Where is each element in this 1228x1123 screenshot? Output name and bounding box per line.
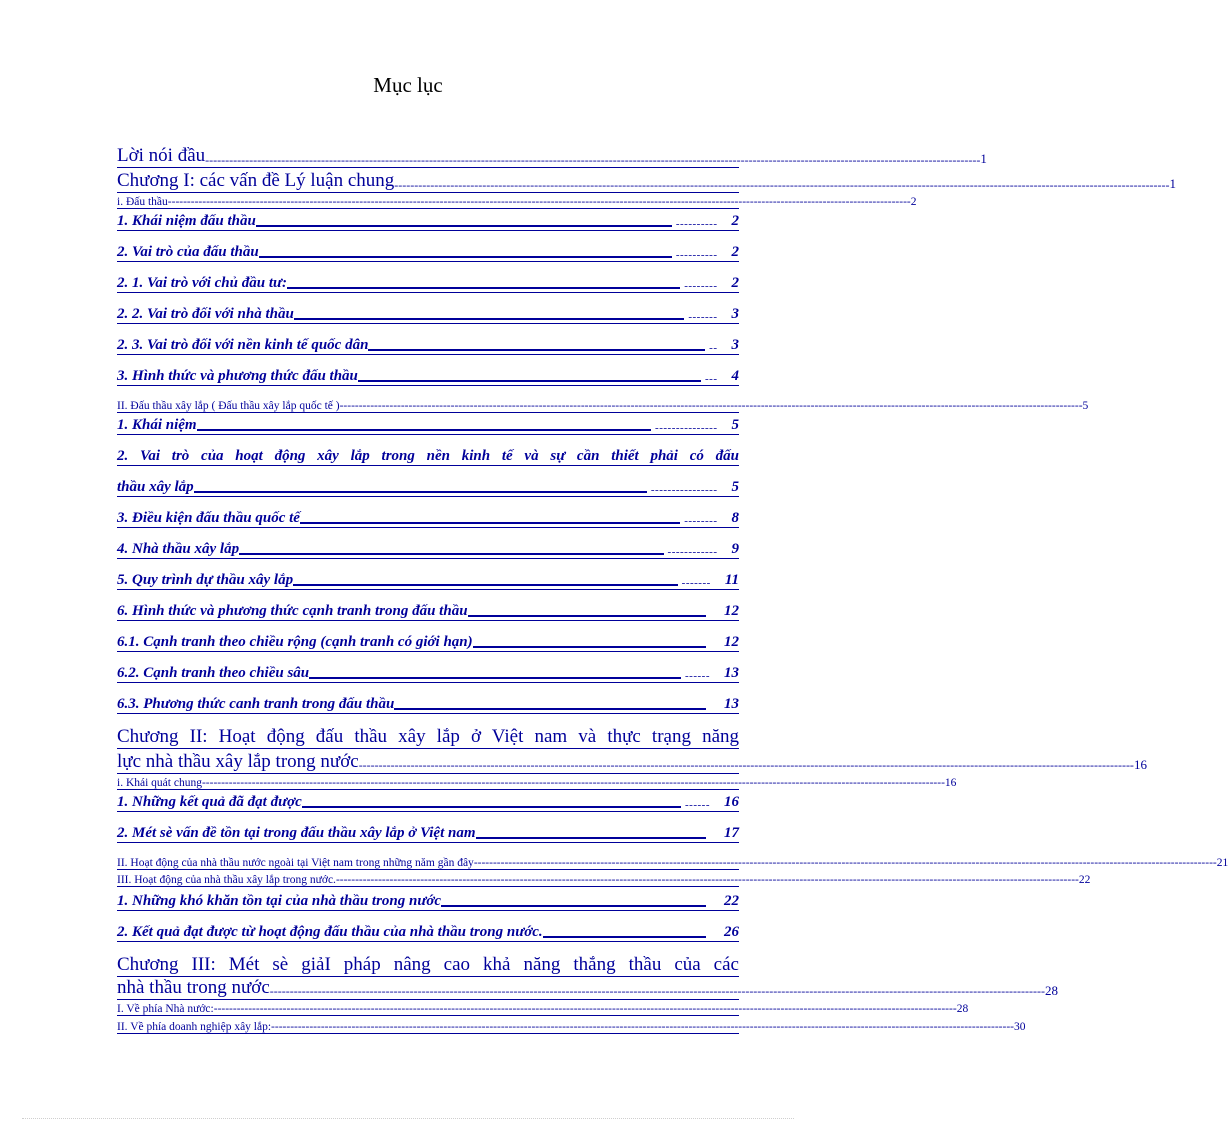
toc-entry-label: 6.3. Phương thức canh tranh trong đấu thầu — [117, 696, 395, 712]
toc-entry[interactable] — [117, 305, 739, 324]
toc-entry[interactable] — [117, 633, 739, 652]
toc-page-number: 3 — [731, 337, 739, 353]
toc-entry[interactable] — [117, 274, 739, 293]
toc-leader: -------------------------------------------------------------------------------------------------------------------------------------------------------------------------------------------------- — [339, 400, 1083, 412]
toc-entry-label: II. Hoạt động của nhà thầu nước ngoài tại Việt nam trong những năm gần đây — [117, 857, 474, 869]
toc-leader — [394, 708, 706, 710]
toc-page-number: 1 — [1169, 176, 1177, 191]
toc-leader-dashes: --------------- — [655, 422, 718, 434]
toc-entry[interactable] — [117, 872, 1091, 887]
toc-page-number: 2 — [910, 196, 917, 208]
toc-leader — [259, 256, 672, 258]
toc-page-number: 30 — [1014, 1021, 1026, 1033]
toc-entry[interactable] — [117, 336, 739, 355]
toc-page-number: 28 — [956, 1003, 969, 1015]
toc-leader: -------------------------------------------------------------------------------------------------------------------------------------------------------------------------------------------------- — [271, 1021, 1014, 1033]
toc-leader-dashes: ------- — [688, 311, 718, 323]
toc-leader: -------------------------------------------------------------------------------------------------------------------------------------------------------------------------------------------------- — [201, 777, 945, 789]
toc-leader — [197, 429, 651, 431]
toc-leader-dashes: ---------------- — [650, 484, 718, 496]
toc-page-number: 13 — [724, 696, 739, 712]
toc-page-number: 5 — [1082, 400, 1089, 412]
toc-page-number: 22 — [724, 893, 739, 909]
toc-entry-label: I. Về phía Nhà nước: — [117, 1003, 214, 1015]
toc-entry-label: 6.2. Cạnh tranh theo chiều sâu — [117, 665, 310, 681]
toc-entry-label: 5. Quy trình dự thầu xây lắp — [117, 572, 294, 588]
toc-leader — [302, 806, 681, 808]
toc-entry[interactable] — [117, 243, 739, 262]
toc-entry[interactable] — [117, 751, 1147, 774]
toc-entry-label: 2. Mét sè vấn đề tồn tại trong đấu thầu xây lắp ở Việt nam — [117, 825, 476, 841]
toc-entry[interactable] — [117, 1019, 1026, 1034]
toc-leader-dashes: ---------- — [675, 218, 718, 230]
toc-leader: -------------------------------------------------------------------------------------------------------------------------------------------------------------------------------------------------- — [167, 196, 911, 208]
toc-leader-dashes: ------ — [685, 670, 710, 682]
toc-leader: -------------------------------------------------------------------------------------------------------------------------------------------------------------------------------------------------- — [394, 178, 1170, 192]
toc-page-number: 2 — [731, 213, 739, 229]
toc-entry[interactable] — [117, 170, 1177, 193]
toc-leader-dashes: ---------- — [675, 249, 718, 261]
toc-page-number: 16 — [944, 777, 957, 789]
toc-leader-dashes: -------- — [684, 280, 718, 292]
toc-entry[interactable] — [117, 923, 739, 942]
toc-entry-label: 6. Hình thức và phương thức cạnh tranh trong đấu thầu — [117, 603, 468, 619]
toc-entry-label: 3. Hình thức và phương thức đấu thầu — [117, 368, 358, 384]
toc-entry-label: 2. Vai trò của hoạt động xây lắp trong nền kinh tế và sự cần thiết phải có đấu — [117, 448, 739, 464]
toc-entry[interactable] — [117, 416, 739, 435]
toc-leader: -------------------------------------------------------------------------------------------------------------------------------------------------------------------------------------------------- — [213, 1003, 957, 1015]
toc-leader: -------------------------------------------------------------------------------------------------------------------------------------------------------------------------------------------------- — [473, 857, 1217, 869]
toc-page-number: 12 — [724, 634, 739, 650]
toc-entry[interactable] — [117, 824, 739, 843]
toc-entry[interactable] — [117, 447, 739, 466]
toc-entry-label: i. Khái quát chung — [117, 777, 202, 789]
toc-leader — [468, 615, 706, 617]
toc-leader-dashes: -------- — [684, 515, 718, 527]
toc-entry-label: 2. 2. Vai trò đối với nhà thầu — [117, 306, 294, 322]
toc-entry-label: Chương III: Mét sè giảI pháp nâng cao khả năng thắng thầu của các — [117, 954, 739, 975]
toc-entry[interactable] — [117, 977, 1059, 1000]
toc-page-number: 2 — [731, 275, 739, 291]
toc-page-number: 17 — [724, 825, 739, 841]
toc-leader-dashes: -- — [709, 342, 718, 354]
toc-page-number: 16 — [1133, 757, 1147, 772]
toc-entry-label: 3. Điều kiện đấu thầu quốc tế — [117, 510, 300, 526]
toc-page-number: 22 — [1078, 874, 1091, 886]
toc-leader-dashes: --- — [705, 373, 718, 385]
toc-entry[interactable] — [117, 892, 739, 911]
toc-leader — [441, 905, 706, 907]
toc-entry[interactable] — [117, 602, 739, 621]
toc-leader: -------------------------------------------------------------------------------------------------------------------------------------------------------------------------------------------------- — [358, 758, 1134, 772]
toc-entry[interactable] — [117, 194, 917, 209]
toc-leader: -------------------------------------------------------------------------------------------------------------------------------------------------------------------------------------------------- — [335, 874, 1079, 886]
toc-entry-label: 1. Những khó khăn tồn tại của nhà thầu trong nước — [117, 893, 442, 909]
toc-leader — [239, 553, 663, 555]
toc-page-number: 5 — [731, 417, 739, 433]
toc-leader-dashes: ------- — [681, 577, 711, 589]
toc-leader — [256, 225, 672, 227]
toc-entry[interactable] — [117, 955, 739, 977]
toc-page-number: 4 — [731, 368, 739, 384]
toc-page-number: 21 — [1216, 857, 1228, 869]
toc-entry[interactable] — [117, 212, 739, 231]
toc-entry[interactable] — [117, 398, 1089, 413]
toc-page-number: 12 — [724, 603, 739, 619]
toc-entry-label: nhà thầu trong nước — [117, 977, 270, 998]
toc-page-number: 8 — [731, 510, 739, 526]
toc-leader — [287, 287, 680, 289]
toc-entry-label: 4. Nhà thầu xây lắp — [117, 541, 240, 557]
toc-entry-label: 1. Khái niệm đấu thầu — [117, 213, 256, 229]
toc-entry-label: Lời nói đầu — [117, 145, 206, 166]
toc-entry[interactable] — [117, 664, 739, 683]
toc-leader — [194, 491, 647, 493]
toc-entry-label: i. Đấu thầu — [117, 196, 168, 208]
toc-entry[interactable] — [117, 145, 987, 168]
toc-entry[interactable] — [117, 478, 739, 497]
toc-entry-label: 2. 1. Vai trò với chủ đầu tư: — [117, 275, 287, 291]
page-edge-rule — [22, 1118, 794, 1119]
toc-leader: -------------------------------------------------------------------------------------------------------------------------------------------------------------------------------------------------- — [205, 153, 981, 167]
toc-entry-label: lực nhà thầu xây lắp trong nước — [117, 751, 359, 772]
toc-entry-label: II. Đấu thầu xây lắp ( Đấu thầu xây lắp quốc tế ) — [117, 400, 340, 412]
toc-entry-label: III. Hoạt động của nhà thầu xây lắp trong nước. — [117, 874, 336, 886]
toc-page-number: 11 — [724, 572, 739, 588]
toc-page-number: 28 — [1045, 983, 1059, 998]
toc-entry[interactable] — [117, 695, 739, 714]
toc-page-number: 9 — [731, 541, 739, 557]
page-title: Mục lục — [373, 73, 443, 97]
toc-entry-label: 2. Kết quả đạt được từ hoạt động đấu thầu của nhà thầu trong nước. — [117, 924, 543, 940]
toc-leader — [309, 677, 681, 679]
toc-page-number: 1 — [980, 151, 987, 166]
toc-entry-label: Chương I: các vấn đề Lý luận chung — [117, 170, 395, 191]
toc-entry[interactable] — [117, 775, 957, 790]
toc-leader-dashes: ------------ — [667, 546, 718, 558]
toc-entry-label: 6.1. Cạnh tranh theo chiều rộng (cạnh tranh có giới hạn) — [117, 634, 473, 650]
toc-leader — [294, 318, 685, 320]
toc-entry[interactable] — [117, 571, 739, 590]
toc-page-number: 16 — [724, 794, 739, 810]
toc-entry[interactable] — [117, 1001, 969, 1016]
toc-leader — [476, 837, 706, 839]
toc-leader — [300, 522, 680, 524]
toc-entry[interactable] — [117, 540, 739, 559]
toc-leader — [358, 380, 701, 382]
toc-entry-label: 2. Vai trò của đấu thầu — [117, 244, 259, 260]
toc-entry[interactable] — [117, 727, 739, 749]
toc-entry[interactable] — [117, 855, 1228, 870]
toc-entry[interactable] — [117, 793, 739, 812]
toc-page-number: 3 — [731, 306, 739, 322]
toc-entry-label: 1. Khái niệm — [117, 417, 197, 433]
toc-leader — [543, 936, 706, 938]
toc-page-number: 5 — [731, 479, 739, 495]
toc-leader — [368, 349, 705, 351]
toc-leader: -------------------------------------------------------------------------------------------------------------------------------------------------------------------------------------------------- — [269, 984, 1046, 998]
toc-leader-dashes: ------ — [685, 799, 710, 811]
toc-page-number: 13 — [724, 665, 739, 681]
toc-entry-label: 2. 3. Vai trò đối với nền kinh tế quốc dân — [117, 337, 369, 353]
toc-entry[interactable] — [117, 509, 739, 528]
toc-entry[interactable] — [117, 367, 739, 386]
toc-entry-label: thầu xây lắp — [117, 479, 194, 495]
toc-page-number: 26 — [724, 924, 739, 940]
toc-entry-label: Chương II: Hoạt động đấu thầu xây lắp ở Việt nam và thực trạng năng — [117, 726, 739, 747]
toc-leader — [473, 646, 706, 648]
toc-entry-label: II. Về phía doanh nghiệp xây lắp: — [117, 1021, 272, 1033]
toc-entry-label: 1. Những kết quả đã đạt được — [117, 794, 302, 810]
toc-page-number: 2 — [731, 244, 739, 260]
toc-leader — [293, 584, 678, 586]
